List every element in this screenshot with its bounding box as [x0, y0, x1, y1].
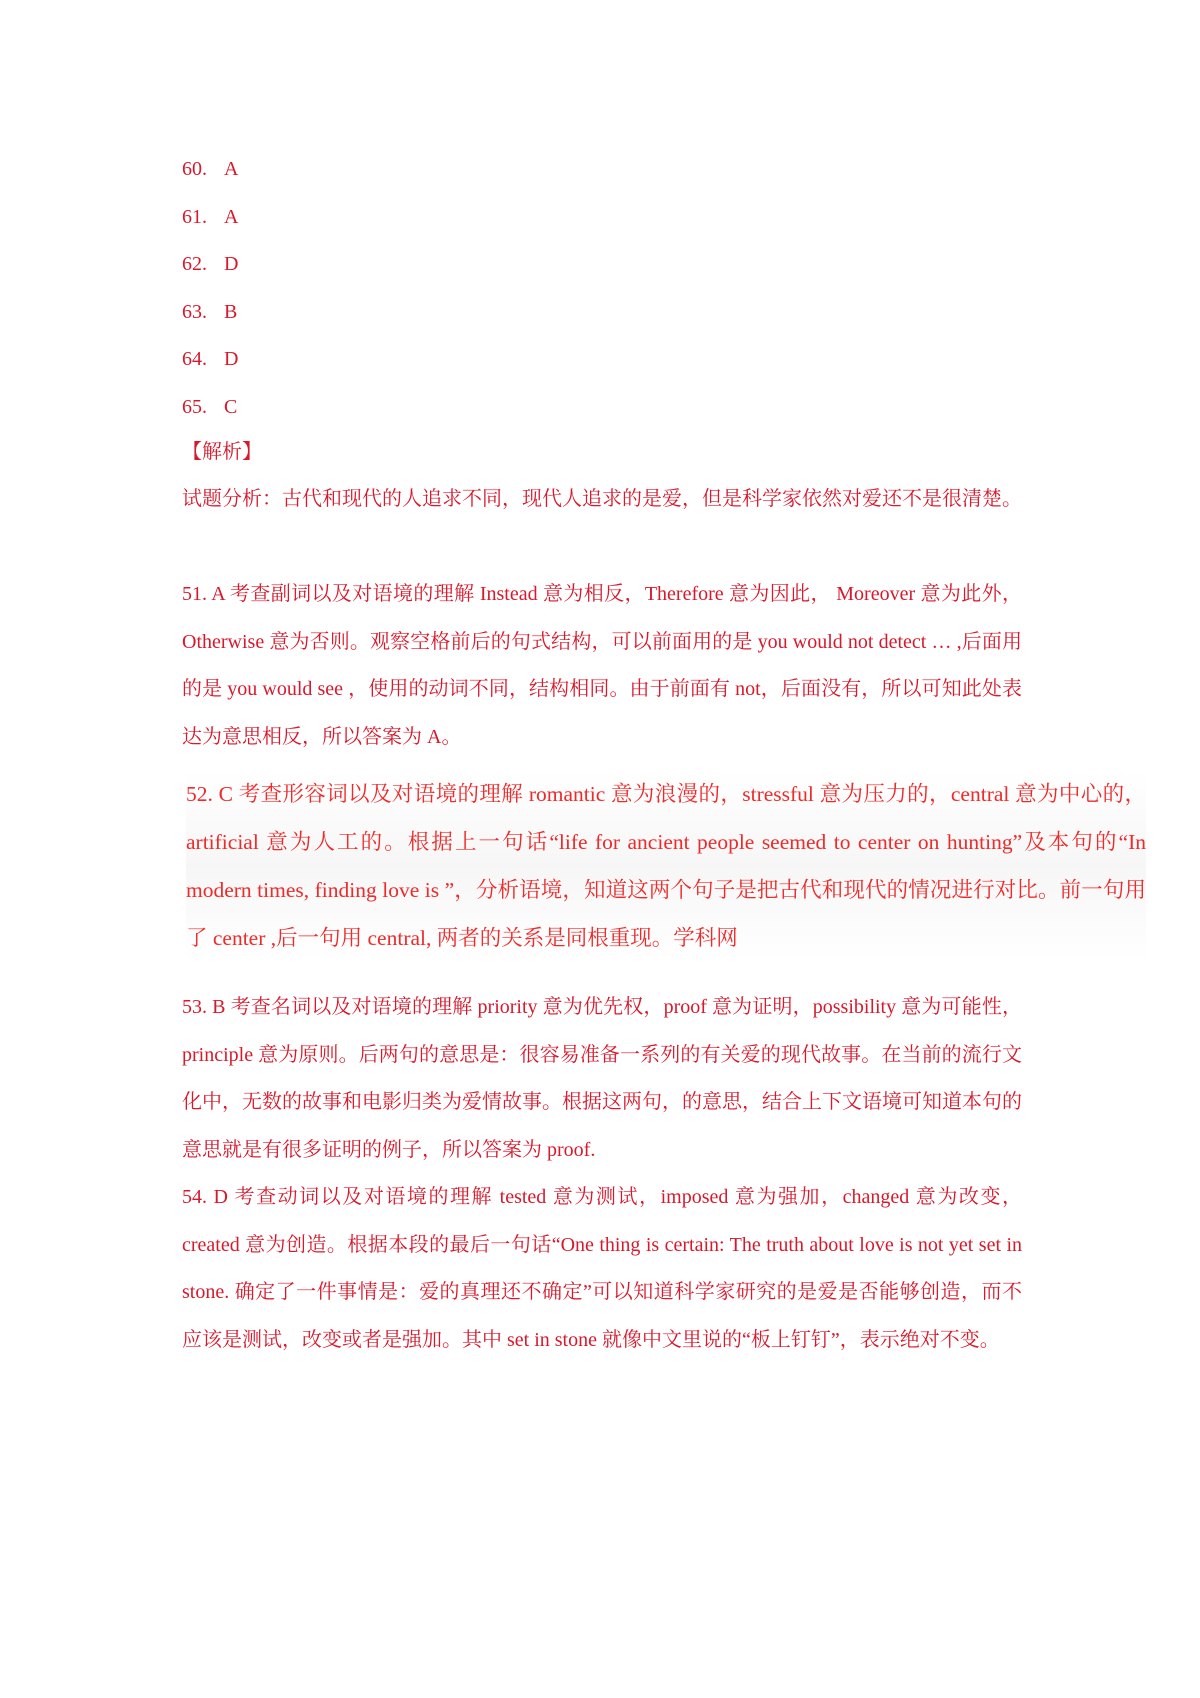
- analysis-heading: 【解析】: [182, 441, 262, 463]
- answer-letter: D: [224, 348, 239, 370]
- answer-item: [182, 152, 238, 200]
- answer-number: 63.: [182, 300, 207, 323]
- answer-number: 64.: [182, 348, 207, 370]
- answer-letter: A: [224, 158, 239, 180]
- answer-item: [182, 200, 238, 248]
- answer-letter: C: [224, 395, 238, 418]
- answer-number: 65.: [182, 395, 207, 418]
- answer-item: [182, 247, 238, 295]
- answer-item: [182, 342, 238, 390]
- analysis-summary: 试题分析：古代和现代的人追求不同，现代人追求的是爱，但是科学家依然对爱还不是很清楚。: [182, 488, 1022, 510]
- answer-letter: D: [224, 253, 239, 275]
- answer-letter: B: [224, 300, 238, 323]
- answer-list: [182, 152, 238, 437]
- explanation-54: 54. D 考查动词以及对语境的理解 tested 意为测试，imposed 意为强加，changed 意为改变，created 意为创造。根据本段的最后一句话“One thing is certain: The truth about love is not yet set in stone. 确定了一件事情是：爱的真理还不确定”可以知道科学家研究的是爱是否能够创造，而不应该是测试，改变或者是强加。其中 set in stone 就像中文里说的“板上钉钉”，表示绝对不变。: [182, 1186, 1022, 1351]
- answer-number: 60.: [182, 158, 207, 180]
- answer-item: [182, 295, 238, 343]
- answer-number: 61.: [182, 205, 207, 228]
- explanation-52: 52. C 考查形容词以及对语境的理解 romantic 意为浪漫的，stressful 意为压力的，central 意为中心的， artificial 意为人工的。根据上一句话“life for ancient people seemed to center on hunting”及本句的“In modern times, finding love is ”，分析语境，知道这两个句子是把古代和现代的情况进行对比。前一句用了 center ,后一句用 central, 两者的关系是同根重现。学科网: [186, 770, 1146, 962]
- explanation-53: 53. B 考查名词以及对语境的理解 priority 意为优先权，proof 意为证明，possibility 意为可能性，principle 意为原则。后两句的意思是：很容易准备一系列的有关爱的现代故事。在当前的流行文化中，无数的故事和电影归类为爱情故事。根据这两句，的意思，结合上下文语境可知道本句的意思就是有很多证明的例子，所以答案为 proof.: [182, 996, 1022, 1161]
- answer-letter: A: [224, 205, 239, 228]
- answer-number: 62.: [182, 253, 207, 275]
- explanation-51: 51. A 考查副词以及对语境的理解 Instead 意为相反，Therefore 意为因此， Moreover 意为此外， Otherwise 意为否则。观察空格前后的句式结构，可以前面用的是 you would not detect … ,后面用的是 you would see ，使用的动词不同，结构相同。由于前面有 not，后面没有，所以可知此处表达为意思相反，所以答案为 A。: [182, 583, 1022, 748]
